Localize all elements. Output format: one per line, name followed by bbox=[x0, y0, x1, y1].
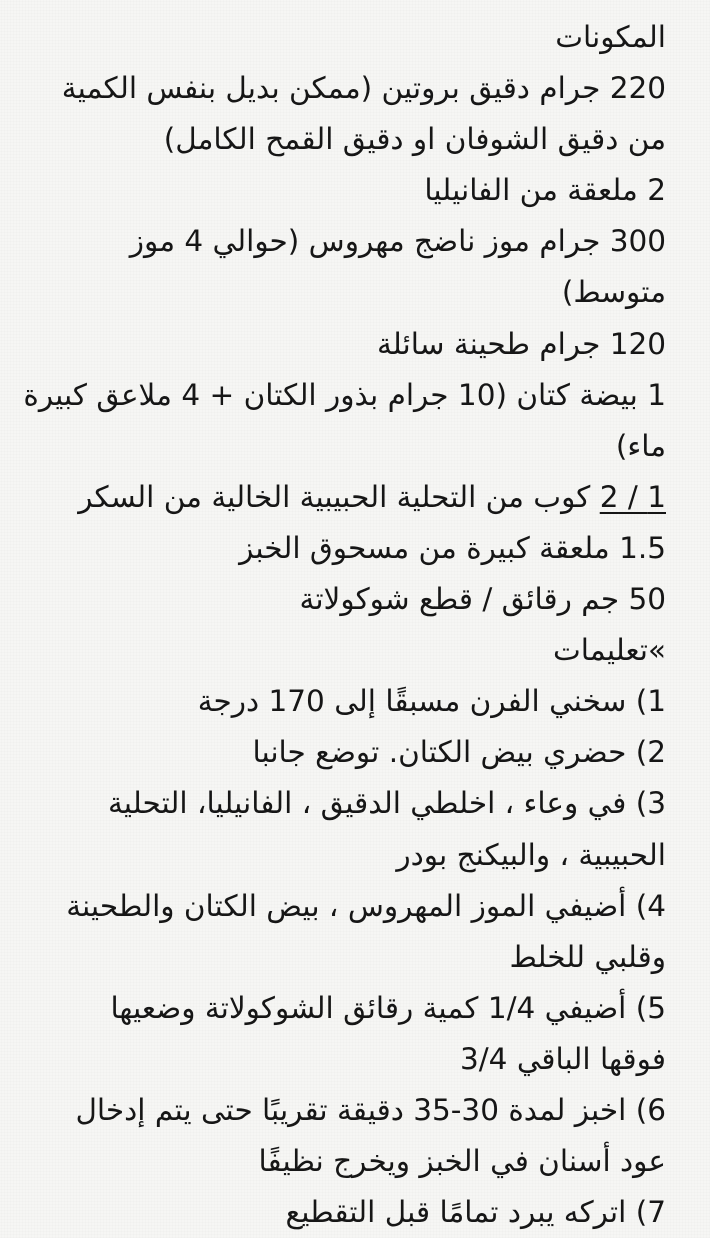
step-5: 5) أضيفي 1/4 كمية رقائق الشوكولاتة وضعيها bbox=[110, 990, 666, 1025]
ingredient-tahini: 120 جرام طحينة سائلة bbox=[376, 326, 666, 361]
ingredient-flax-egg-cont: ماء) bbox=[615, 428, 666, 463]
step-2: 2) حضري بيض الكتان. توضع جانبا bbox=[252, 735, 666, 770]
step-3: 3) في وعاء ، اخلطي الدقيق ، الفانيليا، التحلية bbox=[107, 786, 666, 821]
ingredient-sweetener bbox=[20, 472, 666, 523]
step-3-cont: الحبيبية ، والبيكنج بودر bbox=[396, 837, 666, 872]
ingredient-protein-flour-cont: من دقيق الشوفان او دقيق القمح الكامل) bbox=[163, 122, 666, 157]
ingredient-banana: 300 جرام موز ناضج مهروس (حوالي 4 موز bbox=[129, 224, 666, 259]
step-5-cont: فوقها الباقي 3/4 bbox=[459, 1041, 666, 1076]
ingredient-flax-egg: 1 بيضة كتان (10 جرام بذور الكتان + 4 ملاعق كبيرة bbox=[23, 377, 666, 412]
ingredients-heading: المكونات bbox=[555, 20, 666, 54]
sweetener-text: كوب من التحلية الحبيبية الخالية من السكر bbox=[78, 479, 600, 514]
step-6-cont: عود أسنان في الخبز ويخرج نظيفًا bbox=[258, 1144, 666, 1179]
step-7: 7) اتركه يبرد تمامًا قبل التقطيع bbox=[285, 1195, 666, 1230]
step-4-cont: وقلبي للخلط bbox=[509, 939, 666, 974]
ingredient-vanilla: 2 ملعقة من الفانيليا bbox=[424, 173, 666, 208]
ingredient-banana-cont: متوسط) bbox=[561, 275, 666, 310]
instructions-heading: »تعليمات bbox=[553, 633, 666, 668]
ingredient-protein-flour: 220 جرام دقيق بروتين (ممكن بديل بنفس الكمية bbox=[61, 71, 666, 106]
ingredient-baking-powder: 1.5 ملعقة كبيرة من مسحوق الخبز bbox=[239, 530, 666, 565]
ingredient-chocolate: 50 جم رقائق / قطع شوكولاتة bbox=[299, 582, 666, 617]
step-4: 4) أضيفي الموز المهروس ، بيض الكتان والطحينة bbox=[66, 888, 666, 923]
sweetener-fraction: 1 / 2 bbox=[599, 479, 666, 514]
step-1: 1) سخني الفرن مسبقًا إلى 170 درجة bbox=[197, 684, 666, 719]
step-6: 6) اخبز لمدة 30-35 دقيقة تقريبًا حتى يتم إدخال bbox=[75, 1092, 666, 1127]
